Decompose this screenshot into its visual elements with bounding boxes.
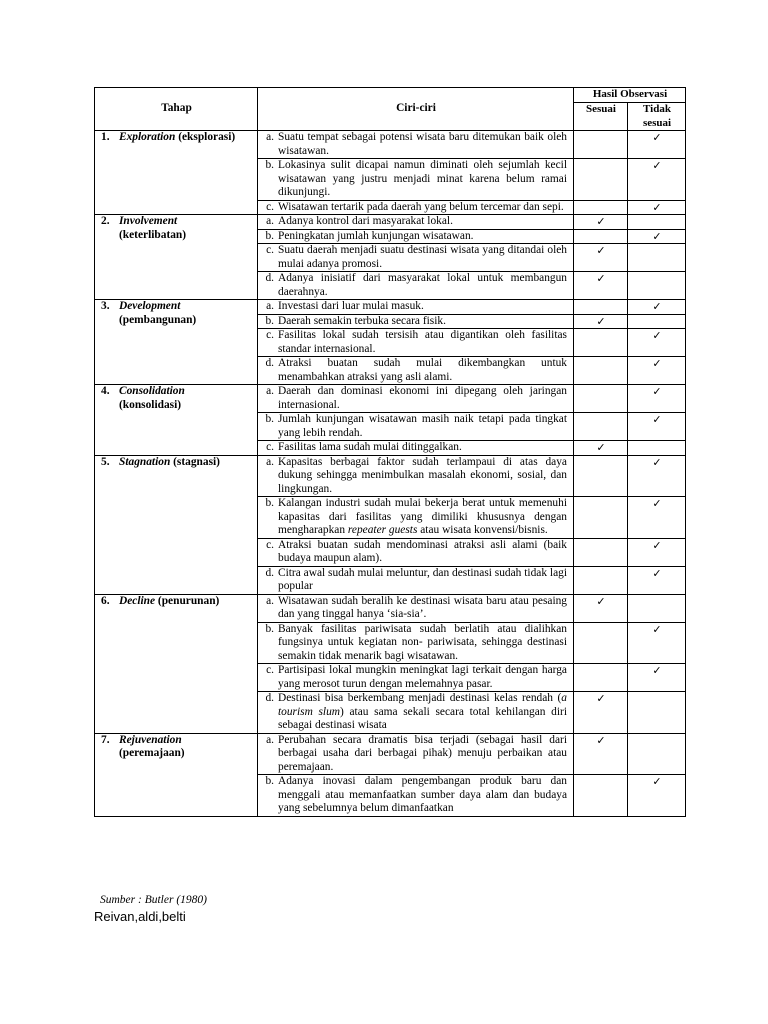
check-mark-icon: ✓ xyxy=(652,131,662,144)
table-row xyxy=(95,455,686,497)
criteria-cell xyxy=(258,775,574,817)
check-mark-icon: ✓ xyxy=(652,622,662,636)
tidak-sesuai-cell xyxy=(628,357,686,385)
table-row xyxy=(95,215,686,230)
criteria-cell xyxy=(258,215,574,230)
tidak-sesuai-cell xyxy=(628,441,686,456)
tidak-sesuai-cell xyxy=(628,538,686,566)
criteria-letter: a. xyxy=(266,300,274,312)
sesuai-cell xyxy=(574,131,628,159)
criteria-letter: d. xyxy=(265,692,274,704)
tidak-sesuai-cell xyxy=(628,566,686,594)
criteria-letter: c. xyxy=(266,441,274,453)
tidak-sesuai-cell xyxy=(628,775,686,817)
criteria-cell xyxy=(258,131,574,159)
sesuai-cell xyxy=(574,566,628,594)
sesuai-cell xyxy=(574,775,628,817)
tidak-sesuai-cell xyxy=(628,131,686,159)
stage-name-en: Development xyxy=(119,300,181,312)
criteria-letter: c. xyxy=(266,538,274,551)
criteria-cell xyxy=(258,272,574,300)
check-mark-icon: ✓ xyxy=(652,413,662,426)
check-mark-icon: ✓ xyxy=(596,594,606,608)
criteria-text: Wisatawan sudah beralih ke destinasi wisata baru atau pesaing dan yang tinggal hanya ‘sia-sia’. xyxy=(278,594,567,620)
criteria-text: Adanya inisiatif dari masyarakat lokal untuk membangun daerahnya. xyxy=(278,272,567,298)
stage-name-id: (penurunan) xyxy=(157,594,220,607)
header-tahap: Tahap xyxy=(95,88,258,131)
table-row xyxy=(95,131,686,159)
criteria-text: Fasilitas lama sudah mulai ditinggalkan. xyxy=(278,441,462,453)
check-mark-icon: ✓ xyxy=(652,497,662,510)
criteria-text-italic: repeater guests xyxy=(347,524,418,536)
sesuai-cell xyxy=(574,733,628,775)
criteria-text: Jumlah kunjungan wisatawan masih naik tetapi pada tingkat yang lebih rendah. xyxy=(278,413,567,439)
tidak-sesuai-cell xyxy=(628,413,686,441)
criteria-letter: d. xyxy=(265,272,274,284)
header-ciri-ciri: Ciri-ciri xyxy=(258,88,574,131)
header-tidak-sesuai: Tidak sesuai xyxy=(628,103,686,131)
tidak-sesuai-cell xyxy=(628,329,686,357)
stage-number: 2. xyxy=(101,215,110,227)
tidak-sesuai-cell xyxy=(628,664,686,692)
check-mark-icon: ✓ xyxy=(652,159,662,172)
stage-name-en: Exploration xyxy=(119,131,176,143)
sesuai-cell xyxy=(574,159,628,201)
criteria-cell xyxy=(258,733,574,775)
tidak-sesuai-cell xyxy=(628,200,686,215)
sesuai-cell xyxy=(574,244,628,272)
criteria-cell xyxy=(258,594,574,622)
criteria-text: Suatu daerah menjadi suatu destinasi wisata yang ditandai oleh mulai adanya promosi. xyxy=(278,244,567,270)
criteria-text-part: Destinasi bisa berkembang menjadi destinasi kelas rendah ( xyxy=(278,692,562,704)
tidak-sesuai-cell xyxy=(628,622,686,664)
stage-number: 4. xyxy=(101,385,110,397)
stage-name-id: (peremajaan) xyxy=(119,747,185,759)
check-mark-icon: ✓ xyxy=(596,692,606,705)
criteria-cell xyxy=(258,664,574,692)
sesuai-cell xyxy=(574,622,628,664)
sesuai-cell xyxy=(574,329,628,357)
criteria-text: Wisatawan tertarik pada daerah yang belum tercemar dan sepi. xyxy=(278,200,564,213)
sesuai-cell xyxy=(574,357,628,385)
stage-name-en: Involvement xyxy=(119,215,178,227)
check-mark-icon: ✓ xyxy=(652,566,662,580)
table-body xyxy=(95,131,686,817)
criteria-cell xyxy=(258,314,574,329)
stage-name-id: (eksplorasi) xyxy=(178,131,236,143)
criteria-cell xyxy=(258,497,574,539)
criteria-cell xyxy=(258,200,574,215)
criteria-letter: a. xyxy=(266,733,274,746)
criteria-text: Adanya inovasi dalam pengembangan produk baru dan menggali atau memanfaatkan sumber daya alam dan budaya yang sebelumnya belum dimanfaatkan xyxy=(278,775,567,814)
observation-table xyxy=(94,87,686,817)
stage-number: 6. xyxy=(101,594,110,607)
tidak-sesuai-cell xyxy=(628,215,686,230)
criteria-text: Atraksi buatan sudah mendominasi atraksi asli alami (baik budaya maupun alam). xyxy=(278,538,567,564)
check-mark-icon: ✓ xyxy=(652,455,662,469)
stage-name-id: (konsolidasi) xyxy=(119,398,182,411)
sesuai-cell xyxy=(574,497,628,539)
criteria-letter: b. xyxy=(265,497,274,509)
sesuai-cell xyxy=(574,200,628,215)
header-sesuai: Sesuai xyxy=(574,103,628,131)
check-mark-icon: ✓ xyxy=(652,229,662,243)
sesuai-cell xyxy=(574,538,628,566)
criteria-cell xyxy=(258,622,574,664)
check-mark-icon: ✓ xyxy=(652,775,662,788)
sesuai-cell xyxy=(574,441,628,456)
check-mark-icon: ✓ xyxy=(652,357,662,370)
criteria-cell xyxy=(258,300,574,315)
tidak-sesuai-cell xyxy=(628,229,686,244)
criteria-text: Kapasitas berbagai faktor sudah terlampaui di atas daya dukung sehingga menimbulkan masalah ekonomi, sosial, dan lingkungan. xyxy=(278,455,567,495)
criteria-cell xyxy=(258,385,574,413)
criteria-text: Suatu tempat sebagai potensi wisata baru ditemukan baik oleh wisatawan. xyxy=(278,131,567,157)
tidak-sesuai-cell xyxy=(628,733,686,775)
check-mark-icon: ✓ xyxy=(596,244,606,257)
criteria-text xyxy=(278,497,573,538)
source-caption: Sumber : Butler (1980) xyxy=(100,894,207,906)
criteria-cell xyxy=(258,441,574,456)
criteria-text-part: ) atau sama sekali secara total kehilangan diri sebagai destinasi wisata xyxy=(278,705,567,731)
stage-number: 3. xyxy=(101,300,110,312)
sesuai-cell xyxy=(574,215,628,230)
criteria-letter: c. xyxy=(266,244,274,256)
criteria-cell xyxy=(258,455,574,497)
check-mark-icon: ✓ xyxy=(652,200,662,214)
table-row xyxy=(95,300,686,315)
table-row xyxy=(95,385,686,413)
criteria-letter: c. xyxy=(266,329,274,341)
stage-cell xyxy=(95,733,258,816)
criteria-cell xyxy=(258,329,574,357)
sesuai-cell xyxy=(574,664,628,692)
check-mark-icon: ✓ xyxy=(652,538,662,552)
tidak-sesuai-cell xyxy=(628,314,686,329)
criteria-text xyxy=(278,692,573,733)
criteria-text-part: atau wisata konvensi/bisnis. xyxy=(417,524,548,536)
stage-name-id: (pembangunan) xyxy=(119,313,197,326)
stage-name-en: Stagnation xyxy=(119,455,171,468)
check-mark-icon: ✓ xyxy=(652,300,662,313)
criteria-letter: a. xyxy=(266,131,274,143)
sesuai-cell xyxy=(574,272,628,300)
tidak-sesuai-cell xyxy=(628,692,686,734)
criteria-text: Peningkatan jumlah kunjungan wisatawan. xyxy=(278,229,474,242)
criteria-cell xyxy=(258,244,574,272)
stage-name-id: (keterlibatan) xyxy=(119,228,187,241)
sesuai-cell xyxy=(574,594,628,622)
tidak-sesuai-cell xyxy=(628,244,686,272)
criteria-letter: c. xyxy=(266,664,274,676)
stage-cell xyxy=(95,385,258,456)
criteria-letter: b. xyxy=(265,314,274,327)
criteria-text: Fasilitas lokal sudah tersisih atau digantikan oleh fasilitas standar internasional. xyxy=(278,329,567,355)
check-mark-icon: ✓ xyxy=(596,215,606,228)
authors-text: Reivan,aldi,belti xyxy=(94,909,186,924)
stage-name-id: (stagnasi) xyxy=(173,455,220,468)
table-header xyxy=(95,88,686,131)
check-mark-icon: ✓ xyxy=(596,441,606,454)
stage-cell xyxy=(95,215,258,300)
check-mark-icon: ✓ xyxy=(652,329,662,342)
criteria-letter: b. xyxy=(265,775,274,787)
criteria-letter: d. xyxy=(265,566,274,579)
stage-name-en: Rejuvenation xyxy=(119,733,182,746)
stage-name-en: Consolidation xyxy=(119,385,185,397)
criteria-text: Citra awal sudah mulai meluntur, dan destinasi sudah tidak lagi popular xyxy=(278,566,567,592)
tidak-sesuai-cell xyxy=(628,497,686,539)
criteria-text: Perubahan secara dramatis bisa terjadi (sebagai hasil dari berbagai usaha dari berbagai pihak) menuju perbaikan atau peremajaan. xyxy=(278,733,567,773)
criteria-letter: c. xyxy=(266,200,274,213)
stage-cell xyxy=(95,594,258,733)
tidak-sesuai-cell xyxy=(628,272,686,300)
criteria-text: Investasi dari luar mulai masuk. xyxy=(278,300,424,312)
tidak-sesuai-cell xyxy=(628,455,686,497)
header-hasil-observasi: Hasil Observasi xyxy=(574,88,686,103)
sesuai-cell xyxy=(574,692,628,734)
criteria-cell xyxy=(258,538,574,566)
sesuai-cell xyxy=(574,385,628,413)
tidak-sesuai-cell xyxy=(628,159,686,201)
tidak-sesuai-cell xyxy=(628,594,686,622)
sesuai-cell xyxy=(574,229,628,244)
criteria-cell xyxy=(258,357,574,385)
table-row xyxy=(95,594,686,622)
criteria-text: Atraksi buatan sudah mulai dikembangkan untuk menambahkan atraksi yang asli alami. xyxy=(278,357,567,383)
criteria-text: Adanya kontrol dari masyarakat lokal. xyxy=(278,215,453,227)
criteria-cell xyxy=(258,159,574,201)
criteria-letter: b. xyxy=(265,159,274,171)
criteria-cell xyxy=(258,229,574,244)
tidak-sesuai-cell xyxy=(628,300,686,315)
criteria-letter: d. xyxy=(265,357,274,369)
tidak-sesuai-cell xyxy=(628,385,686,413)
stage-cell xyxy=(95,455,258,594)
stage-number: 5. xyxy=(101,455,110,468)
criteria-text: Banyak fasilitas pariwisata sudah berlatih atau dialihkan fungsinya untuk kegiatan non- pariwisata, sehingga destinasi semakin tidak menarik bagi wisatawan. xyxy=(278,622,567,662)
sesuai-cell xyxy=(574,455,628,497)
stage-name-en: Decline xyxy=(119,594,156,607)
stage-cell xyxy=(95,300,258,385)
criteria-text: Daerah dan dominasi ekonomi ini dipegang oleh jaringan internasional. xyxy=(278,385,567,411)
criteria-letter: a. xyxy=(266,385,274,397)
stage-cell xyxy=(95,131,258,215)
sesuai-cell xyxy=(574,413,628,441)
criteria-text: Daerah semakin terbuka secara fisik. xyxy=(278,314,446,327)
stage-number: 1. xyxy=(101,131,110,143)
criteria-cell xyxy=(258,566,574,594)
check-mark-icon: ✓ xyxy=(596,314,606,328)
criteria-letter: b. xyxy=(265,413,274,425)
criteria-letter: a. xyxy=(266,594,274,607)
criteria-cell xyxy=(258,413,574,441)
criteria-text-italic: a tourism slum xyxy=(278,692,567,718)
stage-number: 7. xyxy=(101,733,110,746)
sesuai-cell xyxy=(574,314,628,329)
criteria-letter: b. xyxy=(265,229,274,242)
check-mark-icon: ✓ xyxy=(596,272,606,285)
criteria-text: Lokasinya sulit dicapai namun diminati oleh sejumlah kecil wisatawan yang justru menjadi minat karena belum ramai dikunjungi. xyxy=(278,159,567,198)
criteria-letter: a. xyxy=(266,455,274,468)
criteria-letter: b. xyxy=(265,622,274,635)
criteria-letter: a. xyxy=(266,215,274,227)
check-mark-icon: ✓ xyxy=(652,664,662,677)
check-mark-icon: ✓ xyxy=(596,733,606,747)
criteria-text-part: Kalangan industri sudah mulai bekerja berat untuk memenuhi kapasitas dari fasilitas yang dimiliki khususnya dengan mengharapkan xyxy=(278,497,567,536)
table-row xyxy=(95,733,686,775)
sesuai-cell xyxy=(574,300,628,315)
check-mark-icon: ✓ xyxy=(652,385,662,398)
criteria-cell xyxy=(258,692,574,734)
criteria-text: Partisipasi lokal mungkin meningkat lagi terkait dengan harga yang merosot turun dengan melemahnya pasar. xyxy=(278,664,567,690)
